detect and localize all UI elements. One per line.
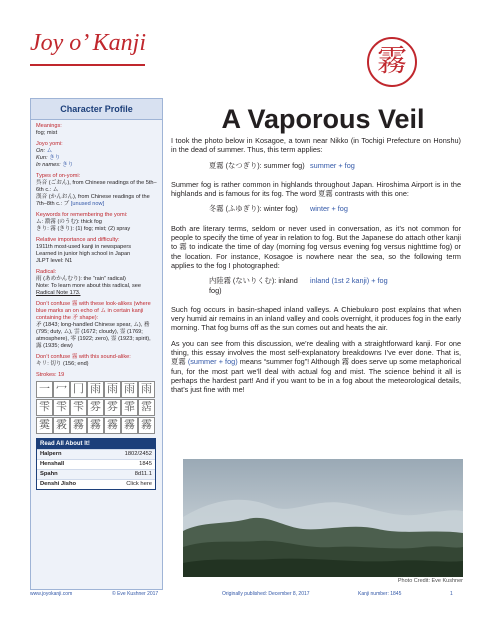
reference-value: Click here — [126, 481, 152, 487]
stroke-step: 冖 — [53, 381, 70, 398]
kun-label: Kun: — [36, 155, 48, 161]
confuse-soundalike-label: Don’t confuse 霧 with this sound-alike: — [36, 354, 131, 360]
term-breakdown: winter + fog — [310, 204, 348, 214]
confuse-lookalike-value: 矛 (1843; long-handled Chinese spear, ム), 務 (795; duty, ム), 雲 (1672; cloudy), 霊 (1769; atmosphere), 零 (1922; zero), 霊 (1923; spirit), 露 (1935; dew) — [36, 322, 151, 349]
footer — [30, 589, 460, 599]
stroke-step: 雨 — [138, 381, 155, 398]
names-value: きり — [62, 162, 74, 168]
radical-note: Note: To learn more about this radical, see — [36, 283, 141, 289]
logo-text: Joy o’ Kanji — [30, 30, 146, 56]
footer-page-number: 1 — [450, 591, 453, 597]
types-label: Types of on-yomi: — [36, 173, 81, 179]
article-body — [171, 136, 461, 401]
stroke-step: 冂 — [70, 381, 87, 398]
on-label: On: — [36, 148, 46, 154]
kan-on-line: 漢音 (かんおん), from Chinese readings of the 7th–8th c.: ブ — [36, 194, 150, 207]
keywords-label: Keywords for remembering the yomi: — [36, 212, 128, 218]
joyo-yomi-section — [36, 141, 157, 169]
stroke-step: 雨 — [104, 381, 121, 398]
reference-row[interactable] — [37, 479, 155, 489]
relative-label: Relative importance and difficulty: — [36, 237, 120, 243]
radical-label: Radical: — [36, 269, 57, 275]
relative-2: Learned in junior high school in Japan — [36, 251, 131, 257]
meanings-section — [36, 123, 157, 137]
reference-name: Denshi Jisho — [40, 481, 77, 487]
keywords-section — [36, 212, 157, 233]
keyword-2: きり: 霧 (きり): (1) fog; mist; (2) spray — [36, 226, 131, 232]
photo-credit: Photo Credit: Eve Kushner — [397, 578, 463, 584]
term-breakdown: inland (1st 2 kanji) + fog — [310, 276, 388, 286]
keyword-1: ム: 濃霧 (のうむ): thick fog — [36, 219, 102, 225]
reference-name: Halpern — [40, 451, 62, 457]
kanji-badge: 霧 — [367, 37, 417, 87]
reference-row — [37, 449, 155, 459]
meanings-value: fog; mist — [36, 130, 58, 136]
radical-value: 雨 (あめかんむり): the “rain” radical) — [36, 276, 126, 282]
term-summer-fog — [209, 161, 461, 170]
stroke-step: 霙 — [36, 417, 53, 434]
stroke-step: 雰 — [87, 399, 104, 416]
stroke-step: 雫 — [70, 399, 87, 416]
reference-value: 1802/2452 — [124, 451, 152, 457]
term-inland-fog — [209, 276, 461, 295]
radical-section — [36, 269, 157, 297]
relative-1: 1911th most-used kanji in newspapers — [36, 244, 132, 250]
stroke-step: 霚 — [53, 417, 70, 434]
confuse-lookalike-section — [36, 301, 157, 350]
logo — [30, 30, 150, 66]
term-breakdown: summer + fog — [310, 160, 355, 170]
reference-value: 8d11.1 — [134, 471, 152, 477]
term-jp: 夏霧 (なつぎり): summer fog) — [209, 160, 305, 170]
paragraph-5-b: means “summer fog”! Although 霧 does serve up some metaphorical fun, for the most part we’ll deal with actual fog and mist. The science behind it all is perhaps the hardest part! And if you want to be in a fog about the meteorological details, that’s just fine with me! — [171, 357, 462, 395]
stroke-step: 雰 — [104, 399, 121, 416]
paragraph-5-a: As you can see from this discussion, we’re dealing with a straightforward kanji. For one thing, this essay involves the most self-explanatory breakdowns I’ve ever done. That is, 夏霧 — [171, 338, 461, 367]
strokes-label: Strokes: 19 — [36, 372, 65, 378]
term-jp: 冬霧 (ふゆぎり): winter fog) — [209, 204, 298, 214]
reference-name: Henshall — [40, 461, 65, 467]
radical-note-link[interactable]: Radical Note 173. — [36, 290, 81, 296]
stroke-step: 霧 — [121, 417, 138, 434]
relative-section — [36, 237, 157, 265]
reference-table-title: Read All About It! — [37, 439, 155, 449]
relative-3: JLPT level: N1 — [36, 258, 73, 264]
go-on-line: 呉音 (ごおん), from Chinese readings of the 5th–6th c.: ム — [36, 180, 157, 193]
page-title: A Vaporous Veil — [221, 104, 425, 134]
footer-site[interactable]: www.joyokanji.com — [30, 591, 73, 597]
stroke-step: 霧 — [87, 417, 104, 434]
types-section — [36, 173, 157, 208]
character-profile-sidebar — [30, 98, 163, 590]
reference-value: 1845 — [139, 461, 152, 467]
joyo-label: Joyo yomi: — [36, 141, 63, 147]
strokes-section — [36, 372, 157, 434]
confuse-soundalike-section — [36, 354, 157, 368]
stroke-step: 雨 — [121, 381, 138, 398]
stroke-step: 霑 — [138, 399, 155, 416]
paragraph-2: Summer fog is rather common in highlands throughout Japan. Hiroshima Airport is in the highlands and is famous for its fog. The word 夏霧 contrasts with this one: — [171, 179, 461, 199]
sidebar-heading: Character Profile — [31, 99, 162, 120]
paragraph-5 — [171, 339, 461, 395]
logo-underline — [30, 64, 145, 66]
reference-row — [37, 459, 155, 469]
stroke-step: 霧 — [138, 417, 155, 434]
stroke-step: 雫 — [53, 399, 70, 416]
reference-name: Spahn — [40, 471, 58, 477]
stroke-step: 霧 — [104, 417, 121, 434]
paragraph-3: Both are literary terms, seldom or never used in conversation, as it’s not common for people to specify the time of year in relation to fog. But the Japanese do attach other kanji to 霧 to indicate the time of day (morning fog versus evening fog versus nighttime fog) or the location. For instance, Kosagoe is nowhere near the sea, so the following term applies to the fog I photographed: — [171, 223, 461, 270]
photo-graphic — [183, 459, 463, 577]
confuse-lookalike-label: Don’t confuse 霧 with these look-alikes (where blue marks an on echo of ム in certain kanji containing the 矛 shape): — [36, 301, 151, 321]
stroke-step: 霏 — [121, 399, 138, 416]
confuse-soundalike-value: キリ: 切り (156; end) — [36, 361, 89, 367]
stroke-step: 雫 — [36, 399, 53, 416]
foggy-valley-photo — [183, 459, 463, 577]
names-label: In names: — [36, 162, 61, 168]
paragraph-4: Such fog occurs in basin-shaped inland valleys. A Chiebukuro post explains that when very humid air remains in an inland valley and cools overnight, it produces fog in the early morning. That fog burns off as the sun comes out and heats the air. — [171, 304, 461, 333]
stroke-order-grid — [36, 381, 157, 434]
stroke-step: 一 — [36, 381, 53, 398]
term-jp: 内陸霧 (ないりくむ): inland fog) — [209, 276, 298, 295]
reference-table — [36, 438, 156, 490]
paragraph-1: I took the photo below in Kosagoe, a town near Nikko (in Tochigi Prefecture on Honshu) in the dead of summer. Thus, this term applies: — [171, 136, 461, 155]
footer-published: Originally published: December 8, 2017 — [222, 591, 310, 597]
footer-copyright: © Eve Kushner 2017 — [112, 591, 159, 597]
term-winter-fog — [209, 204, 461, 213]
stroke-step: 雨 — [87, 381, 104, 398]
kan-unused-note: [unused now] — [70, 201, 105, 207]
paragraph-5-highlight: (summer + fog) — [187, 357, 238, 367]
kun-value: きり — [49, 155, 61, 161]
stroke-step: 霧 — [70, 417, 87, 434]
meanings-label: Meanings: — [36, 123, 62, 129]
reference-row — [37, 469, 155, 479]
footer-kanji-number: Kanji number: 1845 — [358, 591, 402, 597]
on-value: ム — [46, 148, 53, 154]
